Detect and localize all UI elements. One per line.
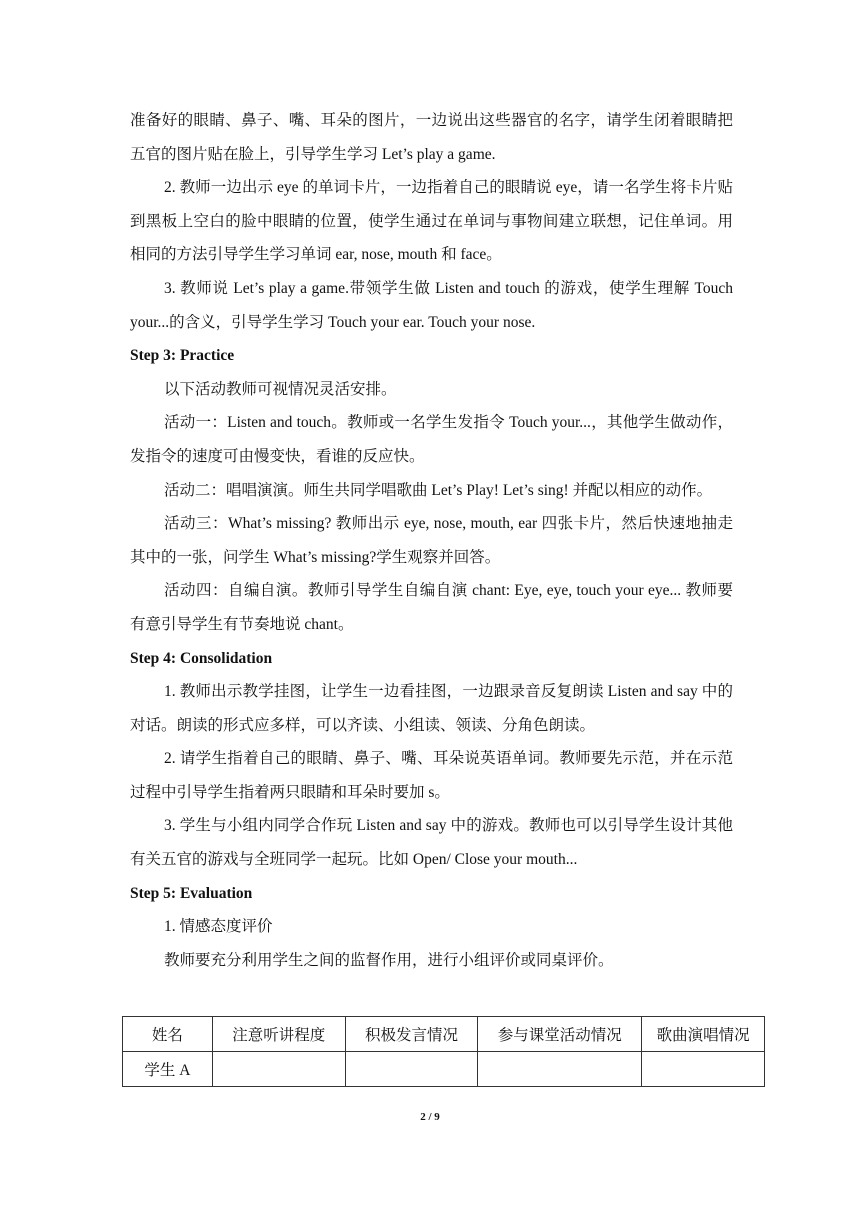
table-row [123,1052,765,1087]
table-cell [642,1052,765,1087]
table-cell [212,1052,345,1087]
paragraph: 3. 教师说 Let’s play a game.带领学生做 Listen and touch 的游戏，使学生理解 Touch your...的含义，引导学生学习 Touch your ear. Touch your nose. [130,279,733,331]
table-header-cell: 姓名 [123,1017,213,1052]
section-heading: Step 5: Evaluation [130,884,253,902]
paragraph: 活动二：唱唱演演。师生共同学唱歌曲 Let’s Play! Let’s sing! 并配以相应的动作。 [164,481,713,499]
paragraph: 准备好的眼睛、鼻子、嘴、耳朵的图片，一边说出这些器官的名字，请学生闭着眼睛把五官的图片贴在脸上，引导学生学习 Let’s play a game. [130,112,733,163]
page-number: 2 / 9 [420,1111,440,1123]
paragraph: 教师要充分利用学生之间的监督作用，进行小组评价或同桌评价。 [164,951,614,969]
document-body [130,104,733,977]
paragraph: 活动一：Listen and touch。教师或一名学生发指令 Touch your...，其他学生做动作，发指令的速度可由慢变快，看谁的反应快。 [130,414,733,465]
paragraph: 2. 教师一边出示 eye 的单词卡片，一边指着自己的眼睛说 eye，请一名学生将卡片贴到黑板上空白的脸中眼睛的位置，使学生通过在单词与事物间建立联想，记住单词。用相同的方法引导学生学习单词 ear, nose, mouth 和 face。 [130,179,733,264]
paragraph: 1. 情感态度评价 [164,918,273,936]
section-heading: Step 3: Practice [130,347,235,365]
evaluation-table [122,1016,765,1087]
table-cell: 学生 A [123,1052,213,1087]
table-cell [345,1052,478,1087]
section-heading: Step 4: Consolidation [130,649,273,667]
table-header-cell: 歌曲演唱情况 [642,1017,765,1052]
table-header-cell: 注意听讲程度 [212,1017,345,1052]
table-header-cell: 参与课堂活动情况 [478,1017,642,1052]
paragraph: 以下活动教师可视情况灵活安排。 [164,380,397,398]
paragraph: 活动四：自编自演。教师引导学生自编自演 chant: Eye, eye, touch your eye... 教师要有意引导学生有节奏地说 chant。 [130,582,733,633]
paragraph: 3. 学生与小组内同学合作玩 Listen and say 中的游戏。教师也可以引导学生设计其他有关五官的游戏与全班同学一起玩。比如 Open/ Close your mouth... [130,817,733,869]
paragraph: 2. 请学生指着自己的眼睛、鼻子、嘴、耳朵说英语单词。教师要先示范，并在示范过程中引导学生指着两只眼睛和耳朵时要加 s。 [130,750,733,801]
table-header-row [123,1017,765,1052]
table-cell [478,1052,642,1087]
paragraph: 活动三：What’s missing? 教师出示 eye, nose, mouth, ear 四张卡片，然后快速地抽走其中的一张，问学生 What’s missing?学生观察并回答。 [130,515,733,566]
paragraph: 1. 教师出示教学挂图，让学生一边看挂图，一边跟录音反复朗读 Listen and say 中的对话。朗读的形式应多样，可以齐读、小组读、领读、分角色朗读。 [130,683,733,734]
table-header-cell: 积极发言情况 [345,1017,478,1052]
